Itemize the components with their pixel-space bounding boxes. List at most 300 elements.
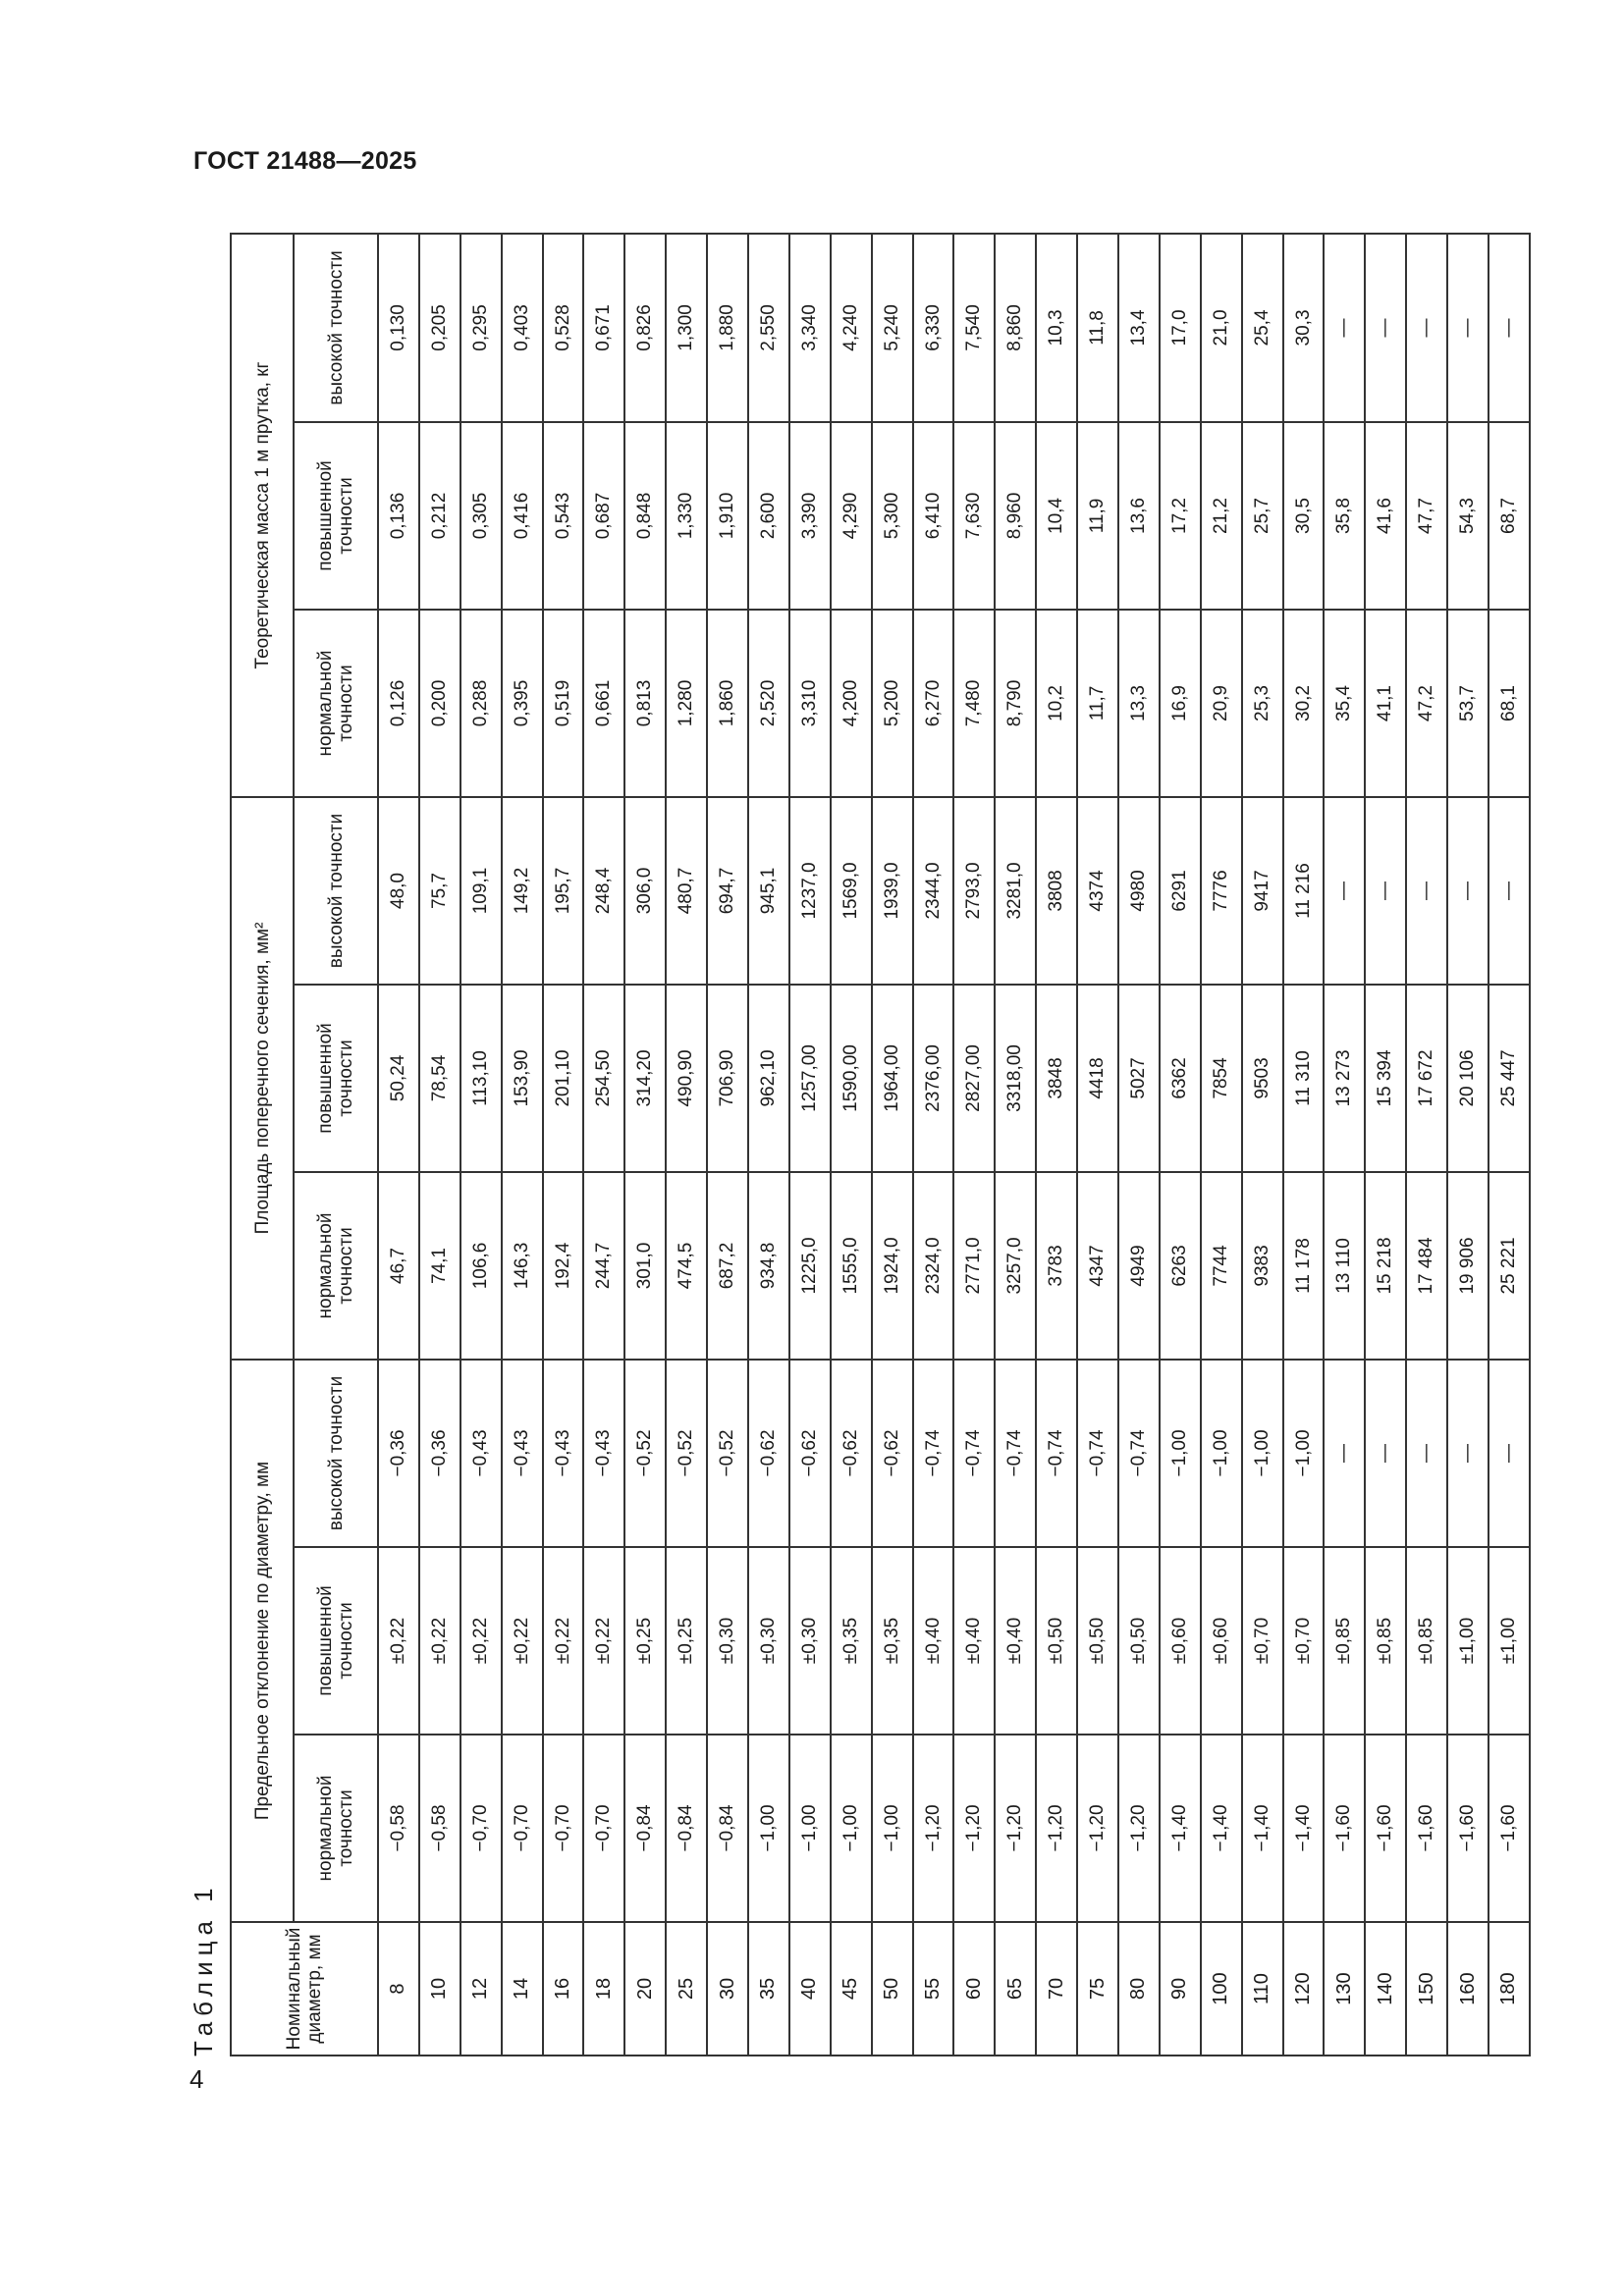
area-increased-cell: 314,20 — [624, 985, 666, 1172]
dev-high-cell: −0,43 — [502, 1360, 543, 1547]
area-normal-cell: 13 110 — [1324, 1172, 1365, 1360]
area-normal-cell: 4949 — [1118, 1172, 1160, 1360]
mass-increased-cell: 30,5 — [1283, 422, 1325, 610]
table-row — [748, 234, 789, 2056]
dev-increased-cell: ±0,35 — [831, 1547, 872, 1735]
mass-normal-cell: 53,7 — [1447, 610, 1489, 797]
table-row — [995, 234, 1036, 2056]
dev-high-cell: −1,00 — [1160, 1360, 1201, 1547]
diameter-cell: 50 — [872, 1922, 913, 2056]
mass-normal-cell: 8,790 — [995, 610, 1036, 797]
diameter-cell: 100 — [1201, 1922, 1242, 2056]
area-normal-cell: 1924,0 — [872, 1172, 913, 1360]
mass-high-cell: 2,550 — [748, 234, 789, 422]
dev-increased-cell: ±0,50 — [1036, 1547, 1077, 1735]
dev-increased-cell: ±0,60 — [1160, 1547, 1201, 1735]
area-increased-cell: 490,90 — [666, 985, 707, 1172]
area-high-cell: 3281,0 — [995, 797, 1036, 985]
area-increased-cell: 25 447 — [1489, 985, 1530, 1172]
mass-high-cell: 0,528 — [543, 234, 584, 422]
area-increased-cell: 201,10 — [543, 985, 584, 1172]
mass-high-cell: 17,0 — [1160, 234, 1201, 422]
area-high-cell: 248,4 — [583, 797, 624, 985]
diameter-cell: 14 — [502, 1922, 543, 2056]
mass-increased-cell: 0,543 — [543, 422, 584, 610]
dev-normal-cell: −1,60 — [1324, 1735, 1365, 1922]
dev-high-cell: −1,00 — [1242, 1360, 1283, 1547]
dev-increased-cell: ±0,22 — [460, 1547, 502, 1735]
dev-high-cell: — — [1447, 1360, 1489, 1547]
mass-normal-cell: 16,9 — [1160, 610, 1201, 797]
dev-high-cell: −0,74 — [913, 1360, 954, 1547]
table-row — [1201, 234, 1242, 2056]
dev-normal-cell: −1,40 — [1283, 1735, 1325, 1922]
mass-normal-cell: 0,519 — [543, 610, 584, 797]
area-high-cell: 1237,0 — [789, 797, 831, 985]
diameter-cell: 12 — [460, 1922, 502, 2056]
mass-increased-cell: 0,416 — [502, 422, 543, 610]
header-dev-increased: повышенной точности — [294, 1547, 378, 1735]
area-normal-cell: 6263 — [1160, 1172, 1201, 1360]
dev-normal-cell: −0,70 — [502, 1735, 543, 1922]
mass-increased-cell: 1,330 — [666, 422, 707, 610]
header-dev-normal: нормальной точности — [294, 1735, 378, 1922]
mass-normal-cell: 0,200 — [419, 610, 460, 797]
mass-high-cell: 21,0 — [1201, 234, 1242, 422]
dev-normal-cell: −1,60 — [1365, 1735, 1406, 1922]
diameter-cell: 65 — [995, 1922, 1036, 2056]
mass-normal-cell: 0,395 — [502, 610, 543, 797]
dev-high-cell: — — [1489, 1360, 1530, 1547]
header-sub-row — [294, 234, 378, 2056]
area-increased-cell: 17 672 — [1406, 985, 1447, 1172]
table-row — [419, 234, 460, 2056]
area-high-cell: 2793,0 — [953, 797, 995, 985]
dev-normal-cell: −1,00 — [872, 1735, 913, 1922]
table-row — [707, 234, 748, 2056]
dev-normal-cell: −0,84 — [666, 1735, 707, 1922]
mass-high-cell: 25,4 — [1242, 234, 1283, 422]
mass-normal-cell: 25,3 — [1242, 610, 1283, 797]
mass-increased-cell: 41,6 — [1365, 422, 1406, 610]
table-row — [460, 234, 502, 2056]
table-row — [1324, 234, 1365, 2056]
mass-normal-cell: 0,288 — [460, 610, 502, 797]
dev-high-cell: −0,43 — [543, 1360, 584, 1547]
diameter-cell: 20 — [624, 1922, 666, 2056]
mass-normal-cell: 0,126 — [378, 610, 419, 797]
area-increased-cell: 113,10 — [460, 985, 502, 1172]
dev-increased-cell: ±0,70 — [1283, 1547, 1325, 1735]
area-high-cell: 945,1 — [748, 797, 789, 985]
dev-increased-cell: ±0,85 — [1406, 1547, 1447, 1735]
dev-normal-cell: −1,60 — [1447, 1735, 1489, 1922]
dev-high-cell: — — [1365, 1360, 1406, 1547]
area-normal-cell: 301,0 — [624, 1172, 666, 1360]
dev-increased-cell: ±0,60 — [1201, 1547, 1242, 1735]
table-row — [1242, 234, 1283, 2056]
area-high-cell: 11 216 — [1283, 797, 1325, 985]
area-high-cell: 4980 — [1118, 797, 1160, 985]
dev-increased-cell: ±0,30 — [748, 1547, 789, 1735]
mass-increased-cell: 3,390 — [789, 422, 831, 610]
diameter-cell: 90 — [1160, 1922, 1201, 2056]
mass-high-cell: 4,240 — [831, 234, 872, 422]
area-high-cell: 9417 — [1242, 797, 1283, 985]
header-area-increased: повышенной точности — [294, 985, 378, 1172]
area-normal-cell: 9383 — [1242, 1172, 1283, 1360]
mass-increased-cell: 54,3 — [1447, 422, 1489, 610]
mass-normal-cell: 11,7 — [1077, 610, 1118, 797]
area-increased-cell: 13 273 — [1324, 985, 1365, 1172]
dev-increased-cell: ±1,00 — [1489, 1547, 1530, 1735]
dev-normal-cell: −1,20 — [995, 1735, 1036, 1922]
mass-high-cell: 1,880 — [707, 234, 748, 422]
diameter-cell: 110 — [1242, 1922, 1283, 2056]
area-normal-cell: 19 906 — [1447, 1172, 1489, 1360]
area-normal-cell: 106,6 — [460, 1172, 502, 1360]
table-row — [543, 234, 584, 2056]
mass-increased-cell: 6,410 — [913, 422, 954, 610]
table-caption: Таблица 1 — [189, 1882, 218, 2056]
area-normal-cell: 192,4 — [543, 1172, 584, 1360]
dev-increased-cell: ±0,25 — [624, 1547, 666, 1735]
mass-increased-cell: 0,848 — [624, 422, 666, 610]
mass-normal-cell: 20,9 — [1201, 610, 1242, 797]
mass-increased-cell: 5,300 — [872, 422, 913, 610]
table-row — [1406, 234, 1447, 2056]
mass-normal-cell: 30,2 — [1283, 610, 1325, 797]
dev-normal-cell: −1,40 — [1201, 1735, 1242, 1922]
dev-high-cell: −0,62 — [831, 1360, 872, 1547]
mass-increased-cell: 68,7 — [1489, 422, 1530, 610]
mass-normal-cell: 1,280 — [666, 610, 707, 797]
table-row — [831, 234, 872, 2056]
area-increased-cell: 6362 — [1160, 985, 1201, 1172]
area-normal-cell: 1555,0 — [831, 1172, 872, 1360]
area-increased-cell: 9503 — [1242, 985, 1283, 1172]
dev-increased-cell: ±0,22 — [378, 1547, 419, 1735]
dev-normal-cell: −0,70 — [543, 1735, 584, 1922]
dev-high-cell: −0,74 — [1118, 1360, 1160, 1547]
area-high-cell: 1939,0 — [872, 797, 913, 985]
area-normal-cell: 2324,0 — [913, 1172, 954, 1360]
dev-high-cell: −0,43 — [583, 1360, 624, 1547]
mass-high-cell: 1,300 — [666, 234, 707, 422]
dev-normal-cell: −1,20 — [953, 1735, 995, 1922]
rotated-table-container — [230, 235, 1520, 2056]
mass-increased-cell: 2,600 — [748, 422, 789, 610]
dev-high-cell: −0,62 — [789, 1360, 831, 1547]
diameter-cell: 16 — [543, 1922, 584, 2056]
area-normal-cell: 17 484 — [1406, 1172, 1447, 1360]
table-row — [502, 234, 543, 2056]
mass-high-cell: 6,330 — [913, 234, 954, 422]
header-area-normal: нормальной точности — [294, 1172, 378, 1360]
area-increased-cell: 3848 — [1036, 985, 1077, 1172]
table-row — [1160, 234, 1201, 2056]
dev-normal-cell: −0,58 — [419, 1735, 460, 1922]
area-high-cell: 3808 — [1036, 797, 1077, 985]
mass-increased-cell: 35,8 — [1324, 422, 1365, 610]
diameter-cell: 180 — [1489, 1922, 1530, 2056]
area-high-cell: — — [1447, 797, 1489, 985]
area-increased-cell: 1590,00 — [831, 985, 872, 1172]
dev-increased-cell: ±0,25 — [666, 1547, 707, 1735]
header-mass-high: высокой точности — [294, 234, 378, 422]
document-code: ГОСТ 21488—2025 — [193, 147, 417, 175]
dev-high-cell: −0,62 — [872, 1360, 913, 1547]
mass-high-cell: 5,240 — [872, 234, 913, 422]
mass-high-cell: — — [1406, 234, 1447, 422]
diameter-cell: 120 — [1283, 1922, 1325, 2056]
mass-increased-cell: 47,7 — [1406, 422, 1447, 610]
diameter-cell: 160 — [1447, 1922, 1489, 2056]
mass-high-cell: 0,205 — [419, 234, 460, 422]
dev-high-cell: −1,00 — [1201, 1360, 1242, 1547]
header-group-deviation: Предельное отклонение по диаметру, мм — [231, 1360, 294, 1922]
mass-high-cell: — — [1365, 234, 1406, 422]
table-row — [789, 234, 831, 2056]
mass-high-cell: 8,860 — [995, 234, 1036, 422]
dev-increased-cell: ±0,50 — [1077, 1547, 1118, 1735]
dev-increased-cell: ±0,30 — [707, 1547, 748, 1735]
dev-high-cell: −0,52 — [707, 1360, 748, 1547]
dev-high-cell: −0,36 — [378, 1360, 419, 1547]
mass-normal-cell: 10,2 — [1036, 610, 1077, 797]
mass-normal-cell: 68,1 — [1489, 610, 1530, 797]
mass-normal-cell: 6,270 — [913, 610, 954, 797]
area-normal-cell: 1225,0 — [789, 1172, 831, 1360]
dev-increased-cell: ±0,22 — [543, 1547, 584, 1735]
mass-high-cell: 10,3 — [1036, 234, 1077, 422]
dev-high-cell: −0,52 — [666, 1360, 707, 1547]
area-normal-cell: 46,7 — [378, 1172, 419, 1360]
diameter-cell: 75 — [1077, 1922, 1118, 2056]
dev-normal-cell: −1,20 — [1036, 1735, 1077, 1922]
header-diameter: Номинальный диаметр, мм — [231, 1922, 378, 2056]
mass-increased-cell: 0,305 — [460, 422, 502, 610]
diameter-cell: 45 — [831, 1922, 872, 2056]
area-increased-cell: 3318,00 — [995, 985, 1036, 1172]
mass-normal-cell: 7,480 — [953, 610, 995, 797]
mass-high-cell: 0,671 — [583, 234, 624, 422]
dev-high-cell: −0,36 — [419, 1360, 460, 1547]
dev-increased-cell: ±0,85 — [1324, 1547, 1365, 1735]
dev-high-cell: — — [1406, 1360, 1447, 1547]
data-table — [230, 233, 1531, 2056]
dev-increased-cell: ±0,40 — [953, 1547, 995, 1735]
table-row — [1118, 234, 1160, 2056]
table-row — [624, 234, 666, 2056]
dev-high-cell: −0,74 — [1077, 1360, 1118, 1547]
dev-high-cell: −0,52 — [624, 1360, 666, 1547]
dev-normal-cell: −1,20 — [1118, 1735, 1160, 1922]
table-row — [1077, 234, 1118, 2056]
dev-increased-cell: ±0,50 — [1118, 1547, 1160, 1735]
area-increased-cell: 15 394 — [1365, 985, 1406, 1172]
area-normal-cell: 74,1 — [419, 1172, 460, 1360]
area-high-cell: 1569,0 — [831, 797, 872, 985]
mass-normal-cell: 4,200 — [831, 610, 872, 797]
dev-increased-cell: ±0,35 — [872, 1547, 913, 1735]
header-area-high: высокой точности — [294, 797, 378, 985]
mass-high-cell: 13,4 — [1118, 234, 1160, 422]
mass-high-cell: 30,3 — [1283, 234, 1325, 422]
area-high-cell: — — [1365, 797, 1406, 985]
table-row — [378, 234, 419, 2056]
mass-increased-cell: 0,687 — [583, 422, 624, 610]
area-high-cell: 6291 — [1160, 797, 1201, 985]
header-mass-normal: нормальной точности — [294, 610, 378, 797]
diameter-cell: 10 — [419, 1922, 460, 2056]
mass-normal-cell: 47,2 — [1406, 610, 1447, 797]
dev-increased-cell: ±0,70 — [1242, 1547, 1283, 1735]
mass-high-cell: 3,340 — [789, 234, 831, 422]
mass-increased-cell: 0,136 — [378, 422, 419, 610]
table-row — [872, 234, 913, 2056]
area-increased-cell: 2827,00 — [953, 985, 995, 1172]
area-normal-cell: 11 178 — [1283, 1172, 1325, 1360]
area-normal-cell: 2771,0 — [953, 1172, 995, 1360]
diameter-cell: 130 — [1324, 1922, 1365, 2056]
dev-increased-cell: ±0,40 — [995, 1547, 1036, 1735]
mass-high-cell: — — [1447, 234, 1489, 422]
area-high-cell: 48,0 — [378, 797, 419, 985]
mass-increased-cell: 11,9 — [1077, 422, 1118, 610]
diameter-cell: 18 — [583, 1922, 624, 2056]
dev-normal-cell: −1,60 — [1406, 1735, 1447, 1922]
mass-high-cell: — — [1324, 234, 1365, 422]
area-high-cell: 7776 — [1201, 797, 1242, 985]
dev-increased-cell: ±0,22 — [502, 1547, 543, 1735]
table-row — [1036, 234, 1077, 2056]
table-row — [1489, 234, 1530, 2056]
diameter-cell: 70 — [1036, 1922, 1077, 2056]
area-increased-cell: 1964,00 — [872, 985, 913, 1172]
area-increased-cell: 706,90 — [707, 985, 748, 1172]
area-normal-cell: 934,8 — [748, 1172, 789, 1360]
table-row — [666, 234, 707, 2056]
diameter-cell: 25 — [666, 1922, 707, 2056]
diameter-cell: 35 — [748, 1922, 789, 2056]
dev-normal-cell: −1,40 — [1160, 1735, 1201, 1922]
mass-high-cell: 11,8 — [1077, 234, 1118, 422]
mass-high-cell: — — [1489, 234, 1530, 422]
mass-increased-cell: 25,7 — [1242, 422, 1283, 610]
area-increased-cell: 11 310 — [1283, 985, 1325, 1172]
header-group-mass: Теоретическая масса 1 м прутка, кг — [231, 234, 294, 797]
area-normal-cell: 146,3 — [502, 1172, 543, 1360]
dev-normal-cell: −1,60 — [1489, 1735, 1530, 1922]
mass-normal-cell: 0,661 — [583, 610, 624, 797]
table-row — [953, 234, 995, 2056]
dev-high-cell: −0,43 — [460, 1360, 502, 1547]
mass-high-cell: 7,540 — [953, 234, 995, 422]
header-mass-increased: повышенной точности — [294, 422, 378, 610]
dev-high-cell: −0,74 — [995, 1360, 1036, 1547]
dev-normal-cell: −1,20 — [1077, 1735, 1118, 1922]
mass-increased-cell: 10,4 — [1036, 422, 1077, 610]
area-high-cell: 2344,0 — [913, 797, 954, 985]
mass-increased-cell: 21,2 — [1201, 422, 1242, 610]
mass-high-cell: 0,403 — [502, 234, 543, 422]
mass-increased-cell: 8,960 — [995, 422, 1036, 610]
dev-high-cell: −0,74 — [1036, 1360, 1077, 1547]
mass-high-cell: 0,130 — [378, 234, 419, 422]
area-high-cell: 195,7 — [543, 797, 584, 985]
dev-normal-cell: −0,84 — [707, 1735, 748, 1922]
mass-normal-cell: 41,1 — [1365, 610, 1406, 797]
mass-high-cell: 0,295 — [460, 234, 502, 422]
area-high-cell: 4374 — [1077, 797, 1118, 985]
table-row — [913, 234, 954, 2056]
area-high-cell: 306,0 — [624, 797, 666, 985]
area-increased-cell: 20 106 — [1447, 985, 1489, 1172]
header-group-area: Площадь поперечного сечения, мм² — [231, 797, 294, 1360]
mass-normal-cell: 1,860 — [707, 610, 748, 797]
area-normal-cell: 25 221 — [1489, 1172, 1530, 1360]
mass-normal-cell: 35,4 — [1324, 610, 1365, 797]
dev-normal-cell: −0,58 — [378, 1735, 419, 1922]
mass-increased-cell: 7,630 — [953, 422, 995, 610]
diameter-cell: 80 — [1118, 1922, 1160, 2056]
dev-increased-cell: ±0,30 — [789, 1547, 831, 1735]
area-high-cell: 75,7 — [419, 797, 460, 985]
area-high-cell: — — [1324, 797, 1365, 985]
dev-high-cell: — — [1324, 1360, 1365, 1547]
mass-increased-cell: 1,910 — [707, 422, 748, 610]
dev-normal-cell: −0,70 — [460, 1735, 502, 1922]
mass-increased-cell: 0,212 — [419, 422, 460, 610]
mass-normal-cell: 0,813 — [624, 610, 666, 797]
dev-high-cell: −0,62 — [748, 1360, 789, 1547]
mass-increased-cell: 4,290 — [831, 422, 872, 610]
area-increased-cell: 5027 — [1118, 985, 1160, 1172]
dev-increased-cell: ±0,22 — [583, 1547, 624, 1735]
dev-increased-cell: ±0,85 — [1365, 1547, 1406, 1735]
area-high-cell: 109,1 — [460, 797, 502, 985]
table-row — [583, 234, 624, 2056]
area-high-cell: — — [1406, 797, 1447, 985]
area-normal-cell: 474,5 — [666, 1172, 707, 1360]
area-increased-cell: 153,90 — [502, 985, 543, 1172]
area-normal-cell: 3257,0 — [995, 1172, 1036, 1360]
dev-high-cell: −0,74 — [953, 1360, 995, 1547]
dev-normal-cell: −1,20 — [913, 1735, 954, 1922]
table-body — [378, 234, 1530, 2056]
diameter-cell: 60 — [953, 1922, 995, 2056]
diameter-cell: 40 — [789, 1922, 831, 2056]
mass-normal-cell: 5,200 — [872, 610, 913, 797]
dev-normal-cell: −1,00 — [831, 1735, 872, 1922]
area-normal-cell: 7744 — [1201, 1172, 1242, 1360]
area-normal-cell: 4347 — [1077, 1172, 1118, 1360]
area-high-cell: 480,7 — [666, 797, 707, 985]
area-increased-cell: 78,54 — [419, 985, 460, 1172]
dev-increased-cell: ±0,22 — [419, 1547, 460, 1735]
dev-normal-cell: −1,40 — [1242, 1735, 1283, 1922]
dev-increased-cell: ±0,40 — [913, 1547, 954, 1735]
area-increased-cell: 1257,00 — [789, 985, 831, 1172]
mass-normal-cell: 2,520 — [748, 610, 789, 797]
mass-normal-cell: 13,3 — [1118, 610, 1160, 797]
area-normal-cell: 15 218 — [1365, 1172, 1406, 1360]
area-high-cell: — — [1489, 797, 1530, 985]
area-increased-cell: 962,10 — [748, 985, 789, 1172]
mass-increased-cell: 13,6 — [1118, 422, 1160, 610]
area-high-cell: 149,2 — [502, 797, 543, 985]
